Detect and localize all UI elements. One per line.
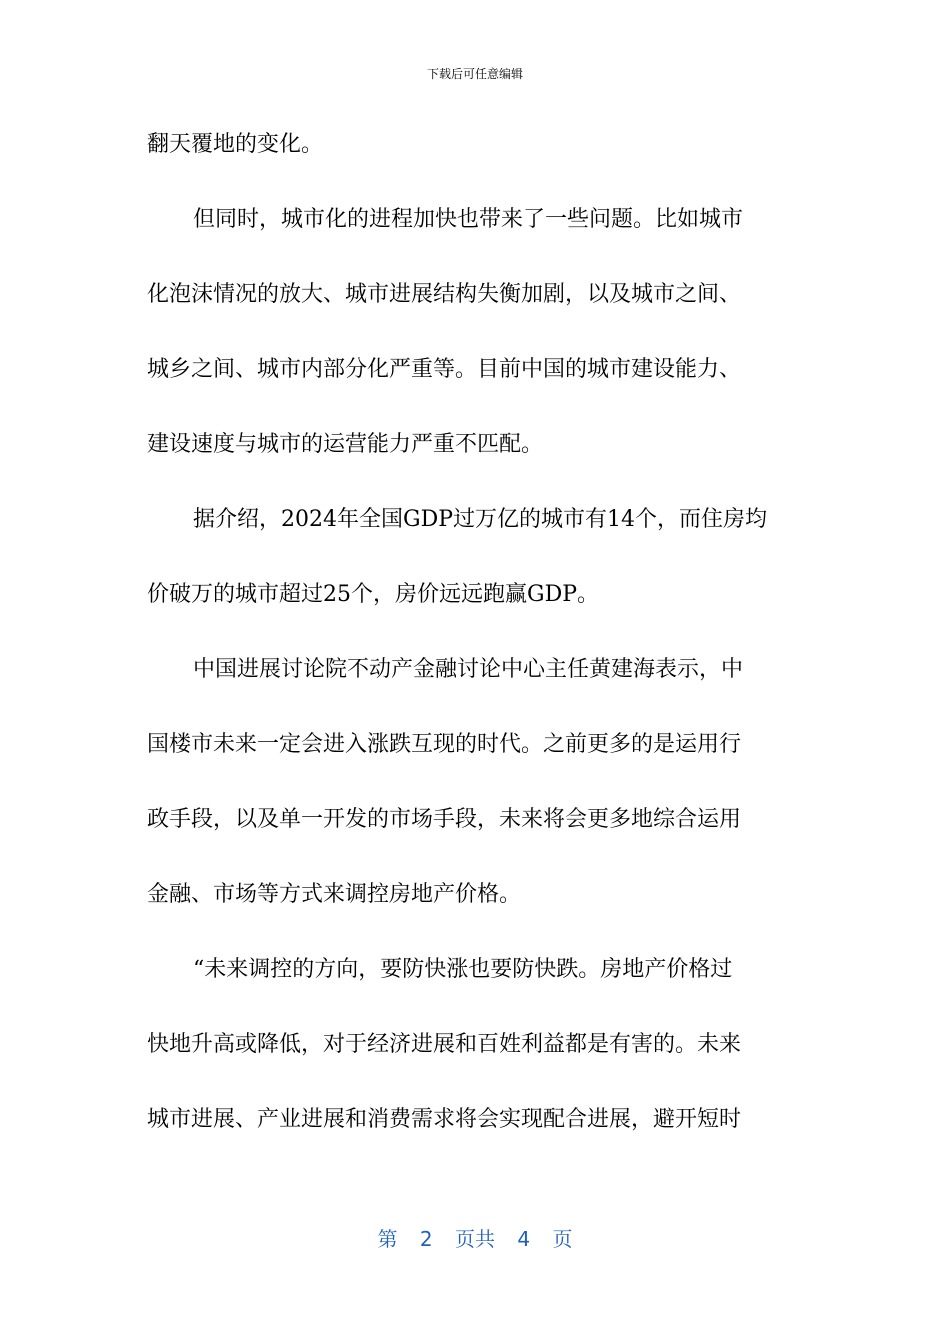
- page-header-note: 下载后可任意编辑: [426, 67, 523, 81]
- body-line: “未来调控的方向，要防快涨也要防快跌。房地产价格过: [193, 957, 733, 982]
- footer-total-pages: 4: [517, 1227, 531, 1251]
- footer-prefix: 第: [377, 1227, 398, 1251]
- body-line: 政手段，以及单一开发的市场手段，未来将会更多地综合运用: [147, 807, 742, 832]
- footer-current-page: 2: [419, 1227, 433, 1251]
- body-line: 建设速度与城市的运营能力严重不匹配。: [147, 432, 544, 457]
- body-line: 城乡之间、城市内部分化严重等。目前中国的城市建设能力、: [147, 357, 742, 382]
- body-line: 翻天覆地的变化。: [147, 132, 324, 157]
- body-line: 城市进展、产业进展和消费需求将会实现配合进展，避开短时: [147, 1107, 742, 1132]
- body-line: 国楼市未来一定会进入涨跌互现的时代。之前更多的是运用行: [147, 732, 742, 757]
- footer-suffix: 页: [552, 1227, 573, 1251]
- body-line: 据介绍，2024年全国GDP过万亿的城市有14个，而住房均: [193, 507, 767, 532]
- body-line: 中国进展讨论院不动产金融讨论中心主任黄建海表示，中: [193, 657, 744, 682]
- body-line: 金融、市场等方式来调控房地产价格。: [147, 882, 522, 907]
- page-footer: [0, 1226, 950, 1252]
- body-line: 快地升高或降低，对于经济进展和百姓利益都是有害的。未来: [147, 1032, 742, 1057]
- footer-middle: 页共: [455, 1227, 495, 1251]
- body-line: 但同时，城市化的进程加快也带来了一些问题。比如城市: [193, 207, 744, 232]
- body-line: 价破万的城市超过25个，房价远远跑赢GDP。: [147, 582, 600, 607]
- body-line: 化泡沫情况的放大、城市进展结构失衡加剧，以及城市之间、: [147, 282, 742, 307]
